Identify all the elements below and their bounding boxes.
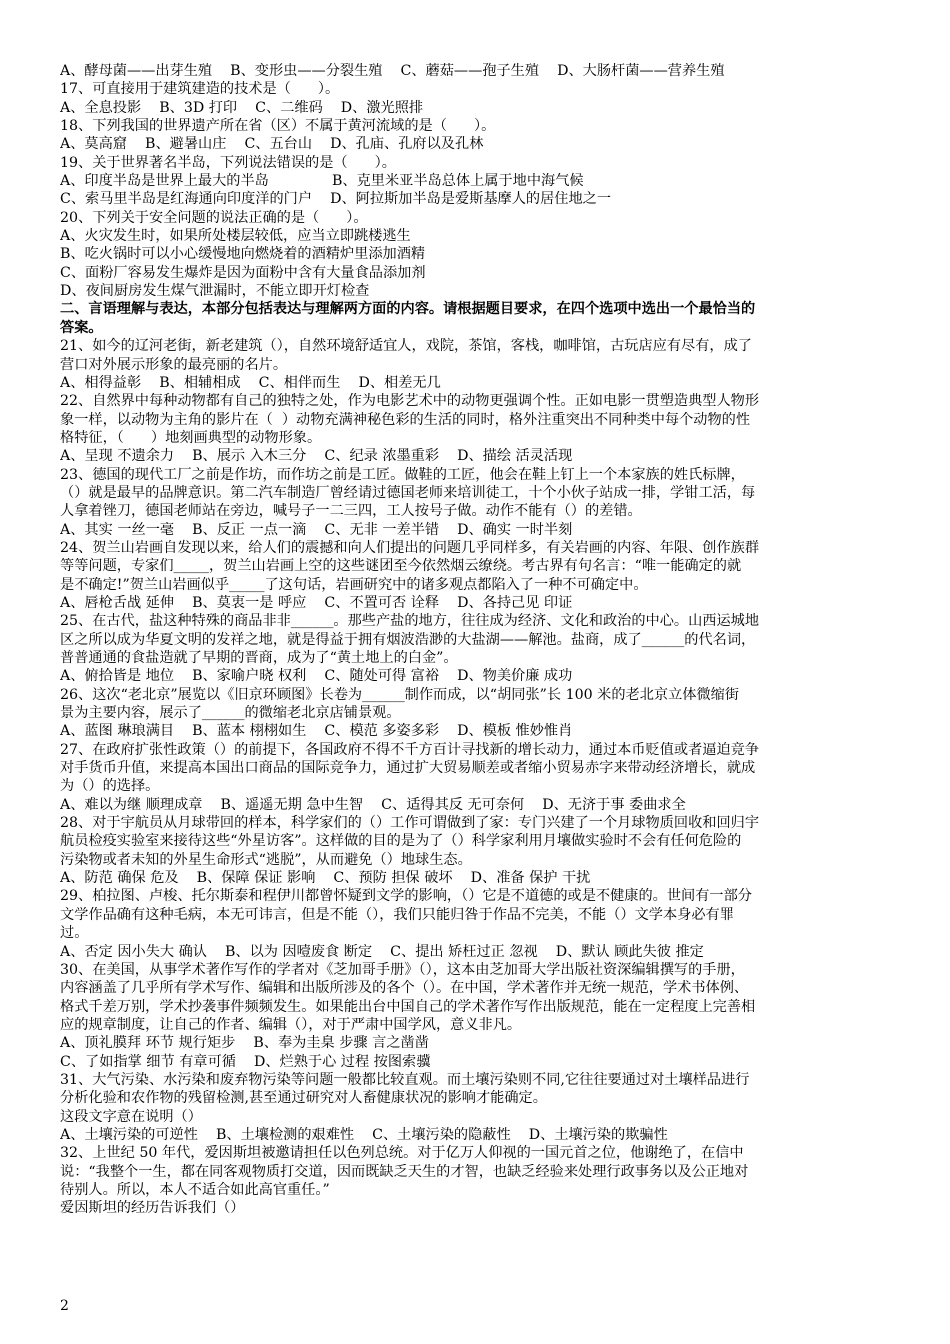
text-line: A、防范 确保 危及 B、保障 保证 影响 C、预防 担保 破坏 D、准备 保护 干扰 xyxy=(60,870,591,887)
text-line: 景为主要内容，展示了______的微缩老北京店铺景观。 xyxy=(60,705,401,722)
text-line: 21、如今的辽河老街，新老建筑（），自然环境舒适宜人，戏院，茶馆，客栈，咖啡馆，古玩店应有尽有，成了 xyxy=(60,338,752,355)
text-line: A、相得益彰 B、相辅相成 C、相伴而生 D、相差无几 xyxy=(60,374,441,391)
text-line: 分析化验和农作物的残留检测,甚至通过研究对人畜健康状况的影响才能确定。 xyxy=(60,1090,547,1107)
text-line: 25、在古代，盐这种特殊的商品非非______。那些产盐的地方，往往成为经济、文化和政治的中心。山西运城地 xyxy=(60,613,760,630)
text-line: 航员检疫实验室来接待这些“外星访客”。这样做的目的是为了（）科学家利用月壤做实验时不会有任何危险的 xyxy=(60,833,742,850)
text-line: 等等问题，专家们_____，贺兰山岩画上空的这些谜团至今依然烟云缭绕。考古界有句名言：“唯一能确定的就 xyxy=(60,558,742,575)
text-line: 普普通通的食盐造就了早期的晋商，成为了“黄土地上的白金”。 xyxy=(60,650,458,666)
text-line: 待别人。所以，本人不适合如此高官重任。” xyxy=(60,1181,330,1198)
text-line: 内容涵盖了几乎所有学术写作、编辑和出版所涉及的各个（）。在中国，学术著作并无统一规范，学术书体例、 xyxy=(60,980,749,997)
text-line: A、其实 一丝一毫 B、反正 一点一滴 C、无非 一差半错 D、确实 一时半刻 xyxy=(60,521,573,538)
text-line: 象一样，以动物为主角的影片在（ ）动物充满神秘色彩的生活的同时，格外注重突出不同种类中每个动物的性 xyxy=(60,411,751,428)
text-line: 爱因斯坦的经历告诉我们（） xyxy=(60,1200,245,1217)
text-line: 是不确定!”贺兰山岩画似乎_____了这句话，岩画研究中的诸多观点都陷入了一种不可确定中。 xyxy=(60,576,648,593)
page-number: 2 xyxy=(60,1298,69,1314)
text-line: A、全息投影 B、3D 打印 C、二维码 D、激光照排 xyxy=(60,99,424,116)
text-line: A、土壤污染的可逆性 B、土壤检测的艰难性 C、土壤污染的隐蔽性 D、土壤污染的欺骗性 xyxy=(60,1126,668,1143)
text-line: 20、下列关于安全问题的说法正确的是（ ）。 xyxy=(60,209,368,226)
text-line: 为（）的选择。 xyxy=(60,778,160,795)
text-line: 区之所以成为华夏文明的发祥之地，就是得益于拥有烟波浩渺的大盐湖——解池。盐商，成了______的代名词， xyxy=(60,631,756,648)
text-line: 24、贺兰山岩画自发现以来，给人们的震撼和向人们提出的问题几乎同样多，有关岩画的内容、年限、创作族群 xyxy=(60,539,760,556)
text-line: C、了如指掌 细节 有章可循 D、烂熟于心 过程 按图索骥 xyxy=(60,1053,431,1070)
text-line: A、俯拾皆是 地位 B、家喻户晓 权利 C、随处可得 富裕 D、物美价廉 成功 xyxy=(60,668,573,685)
text-line: 31、大气污染、水污染和废弃物污染等问题一般都比较直观。而土壤污染则不同,它往往要通过对土壤样品进行 xyxy=(60,1071,750,1088)
section-heading-line: 二、言语理解与表达，本部分包括表达与理解两方面的内容。请根据题目要求，在四个选项中选出一个最恰当的 xyxy=(60,301,756,318)
text-line: 32、上世纪 50 年代，爱因斯坦被邀请担任以色列总统。对于亿万人仰视的一国元首之位，他谢绝了，在信中 xyxy=(60,1145,744,1162)
text-line: 这段文字意在说明（） xyxy=(60,1108,202,1125)
text-line: 26、这次“老北京”展览以《旧京环顾图》长卷为______制作而成，以“胡同张”长 100 米的老北京立体微缩街 xyxy=(60,686,740,703)
text-line: A、否定 因小失大 确认 B、以为 因噎废食 断定 C、提出 矫枉过正 忽视 D、默认 顾此失彼 推定 xyxy=(60,943,704,960)
text-line: 污染物或者未知的外星生命形式“逃脱”，从而避免（）地球生态。 xyxy=(60,851,472,868)
text-line: 29、柏拉图、卢梭、托尔斯泰和程伊川都曾怀疑到文学的影响，（）它是不道德的或是不健康的。世间有一部分 xyxy=(60,888,752,905)
text-line: 23、德国的现代工厂之前是作坊，而作坊之前是工匠。做鞋的工匠，他会在鞋上钉上一个本家族的姓氏标牌， xyxy=(60,466,745,483)
text-line: A、莫高窟 B、避暑山庄 C、五台山 D、孔庙、孔府以及孔林 xyxy=(60,136,484,153)
text-line: A、呈现 不遗余力 B、展示 入木三分 C、纪录 浓墨重彩 D、描绘 活灵活现 xyxy=(60,448,573,465)
section-heading-line: 答案。 xyxy=(60,319,103,336)
text-line: B、吃火锅时可以小心缓慢地向燃烧着的酒精炉里添加酒精 xyxy=(60,246,426,263)
text-line: A、印度半岛是世界上最大的半岛 B、克里米亚半岛总体上属于地中海气候 xyxy=(60,173,584,190)
text-line: C、面粉厂容易发生爆炸是因为面粉中含有大量食品添加剂 xyxy=(60,264,426,281)
text-line: A、唇枪舌战 延伸 B、莫衷一是 呼应 C、不置可否 诠释 D、各持己见 印证 xyxy=(60,594,573,611)
text-line: 说：“我整个一生，都在同客观物质打交道，因而既缺乏天生的才智，也缺乏经验来处理行政事务以及公正地对 xyxy=(60,1163,749,1180)
text-line: D、夜间厨房发生煤气泄漏时，不能立即开灯检查 xyxy=(60,283,370,300)
text-line: A、火灾发生时，如果所处楼层较低，应当立即跳楼逃生 xyxy=(60,228,411,245)
text-line: 28、对于宇航员从月球带回的样本，科学家们的（）工作可谓做到了家：专门兴建了一个月球物质回收和回归宇 xyxy=(60,815,760,832)
text-line: 27、在政府扩张性政策（）的前提下，各国政府不得不千方百计寻找新的增长动力，通过本币贬值或者逼迫竞争 xyxy=(60,741,760,758)
text-line: 30、在美国，从事学术著作写作的学者对《芝加哥手册》（），这本由芝加哥大学出版社资深编辑撰写的手册， xyxy=(60,961,745,978)
text-line: 应的规章制度，让自己的作者、编辑（），对于严肃中国学风，意义非凡。 xyxy=(60,1016,522,1033)
text-line: 17、可直接用于建筑建造的技术是（ ）。 xyxy=(60,81,340,98)
text-line: 18、下列我国的世界遗产所在省（区）不属于黄河流域的是（ ）。 xyxy=(60,118,496,135)
text-line: （）就是最早的品牌意识。第二汽车制造厂曾经请过德国老师来培训徒工，十个小伙子站成一排，学钳工活，每 xyxy=(60,484,756,501)
text-line: A、难以为继 顺理成章 B、遥遥无期 急中生智 C、适得其反 无可奈何 D、无济于事 委曲求全 xyxy=(60,796,686,813)
text-line: A、蓝图 琳琅满目 B、蓝本 栩栩如生 C、模范 多姿多彩 D、模板 惟妙惟肖 xyxy=(60,723,573,740)
text-line: 过。 xyxy=(60,925,89,942)
text-line: 22、自然界中每种动物都有自己的独特之处，作为电影艺术中的动物更强调个性。正如电影一贯塑造典型人物形 xyxy=(60,393,760,410)
text-line: 营口对外展示形象的最亮丽的名片。 xyxy=(60,356,288,373)
document-body xyxy=(60,62,892,1218)
text-line: 人拿着锉刀，德国老师站在旁边，喊号子一二三四，工人按号子做。动作不能有（）的差错。 xyxy=(60,503,642,520)
text-line: 格特征，（ ）地刻画典型的动物形象。 xyxy=(60,429,322,446)
text-line: 对手货币升值，来提高本国出口商品的国际竞争力，通过扩大贸易顺差或者缩小贸易赤字来带动经济增长，就成 xyxy=(60,760,756,777)
text-line: A、顶礼膜拜 环节 规行矩步 B、奉为圭臬 步骤 言之凿凿 xyxy=(60,1035,429,1052)
text-line: A、酵母菌——出芽生殖 B、变形虫——分裂生殖 C、蘑菇——孢子生殖 D、大肠杆菌——营养生殖 xyxy=(60,63,725,79)
text-line: 19、关于世界著名半岛，下列说法错误的是（ ）。 xyxy=(60,154,396,171)
text-line: 格式千差万别，学术抄袭事件频频发生。如果能出台中国自己的学术著作写作出版规范，能在一定程度上完善相 xyxy=(60,998,756,1015)
text-line: C、索马里半岛是红海通向印度洋的门户 D、阿拉斯加半岛是爱斯基摩人的居住地之一 xyxy=(60,191,612,208)
text-line: 文学作品确有这种毛病，本无可讳言，但是不能（），我们只能归咎于作品不完美，不能（）文学本身必有罪 xyxy=(60,906,734,923)
